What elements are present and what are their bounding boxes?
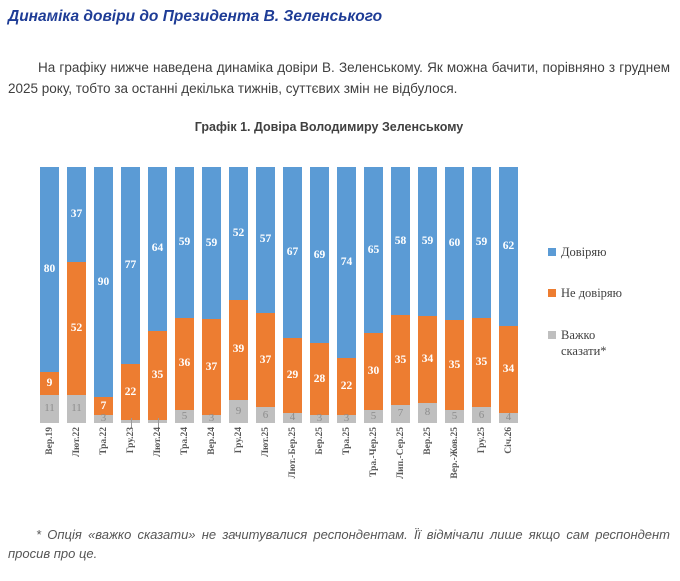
x-axis-label: Лип.-Сер.25 [395, 426, 406, 479]
stacked-bar [418, 167, 437, 423]
x-axis-label-cell [175, 427, 194, 513]
bar-value-label: 30 [367, 365, 380, 378]
bar-value-label: 77 [124, 258, 137, 271]
x-axis-label-cell [445, 427, 464, 513]
page-title: Динаміка довіри до Президента В. Зеленського [8, 8, 383, 25]
bar-value-label: 35 [394, 353, 407, 366]
stacked-bar [175, 167, 194, 423]
bar-value-label: 3 [208, 412, 215, 425]
bar-segment [337, 167, 356, 358]
legend-label: Довіряю [561, 244, 607, 259]
bar-value-label: 3 [343, 412, 350, 425]
bar-segment [418, 403, 437, 423]
bar-column [94, 167, 113, 513]
plot-columns [40, 167, 518, 513]
bar-value-label: 4 [289, 411, 296, 424]
bar-segment [310, 167, 329, 344]
x-axis-label-cell [472, 427, 491, 513]
bar-segment [94, 167, 113, 397]
bar-column [310, 167, 329, 513]
stacked-bar [337, 167, 356, 423]
bar-segment [67, 395, 86, 423]
bar-segment [256, 167, 275, 313]
stacked-bar [94, 167, 113, 423]
x-axis-label: Січ.26 [503, 426, 514, 454]
bar-value-label: 65 [367, 243, 380, 256]
bar-segment [364, 167, 383, 333]
stacked-bar [229, 167, 248, 423]
bar-column [418, 167, 437, 513]
bar-segment [418, 316, 437, 402]
bar-segment [283, 338, 302, 412]
bar-column [445, 167, 464, 513]
x-axis-label-cell [121, 427, 140, 513]
bar-value-label: 22 [124, 385, 137, 398]
bar-value-label: 59 [178, 235, 191, 248]
bar-segment [229, 400, 248, 423]
x-axis-label: Вер.24 [206, 426, 217, 455]
bar-segment [175, 410, 194, 423]
bar-value-label: 35 [151, 368, 164, 381]
x-axis-label-cell [418, 427, 437, 513]
x-axis-label: Лют.22 [71, 426, 82, 457]
bar-segment [310, 412, 329, 425]
bar-segment [445, 320, 464, 410]
bar-value-label: 59 [205, 236, 218, 249]
bar-segment [499, 326, 518, 413]
bar-column [67, 167, 86, 513]
bar-value-label: 9 [46, 376, 53, 389]
x-axis-label-cell [94, 427, 113, 513]
legend-label: Не довіряю [561, 286, 623, 301]
stacked-bar [364, 167, 383, 423]
bar-value-label: 35 [475, 356, 488, 369]
x-axis-label-cell [40, 427, 59, 513]
bar-value-label: 37 [259, 353, 272, 366]
bar-segment [94, 412, 113, 425]
bar-value-label: 90 [97, 275, 110, 288]
bar-segment [310, 343, 329, 415]
bar-segment [445, 410, 464, 423]
bar-segment [229, 167, 248, 300]
bar-segment [148, 167, 167, 331]
bar-segment [229, 300, 248, 400]
bar-value-label: 5 [181, 409, 188, 422]
x-axis-label: Лют.24 [152, 426, 163, 457]
x-axis-label: Вер.19 [44, 426, 55, 455]
bar-segment [364, 333, 383, 410]
legend-item [548, 286, 640, 302]
bar-segment [391, 315, 410, 405]
bar-value-label: 57 [259, 233, 272, 246]
x-axis-label: Тра.-Чер.25 [368, 426, 379, 477]
stacked-bar [391, 167, 410, 423]
x-axis-label: Вер.25 [422, 426, 433, 455]
bar-value-label: 62 [502, 239, 515, 252]
legend-color-swatch [548, 331, 556, 339]
chart [8, 120, 670, 513]
bar-segment [148, 420, 167, 423]
bar-segment [391, 405, 410, 423]
bar-segment [202, 412, 221, 425]
bar-segment [121, 364, 140, 420]
bar-segment [121, 420, 140, 423]
x-axis-label-cell [391, 427, 410, 513]
bar-segment [445, 167, 464, 321]
x-axis-label-cell [229, 427, 248, 513]
stacked-bar [445, 167, 464, 423]
bar-value-label: 5 [451, 409, 458, 422]
x-axis-label-cell [283, 427, 302, 513]
stacked-bar [310, 167, 329, 423]
bar-value-label: 9 [235, 404, 242, 417]
bar-value-label: 59 [421, 235, 434, 248]
bar-value-label: 64 [151, 242, 164, 255]
bar-value-label: 60 [448, 237, 461, 250]
legend [548, 245, 640, 513]
bar-value-label: 28 [313, 372, 326, 385]
bar-value-label: 59 [475, 235, 488, 248]
stacked-bar [499, 167, 518, 423]
stacked-bar [472, 167, 491, 423]
bar-column [364, 167, 383, 513]
bar-segment [175, 318, 194, 410]
x-axis-label-cell [364, 427, 383, 513]
legend-item [548, 245, 640, 261]
bar-segment [121, 167, 140, 364]
x-axis-label-cell [256, 427, 275, 513]
bar-value-label: 11 [71, 402, 82, 415]
bar-value-label: 52 [232, 226, 245, 239]
bar-value-label: 6 [262, 408, 269, 421]
bar-segment [499, 167, 518, 326]
legend-color-swatch [548, 248, 556, 256]
stacked-bar [121, 167, 140, 423]
bar-segment [472, 318, 491, 408]
bar-segment [40, 372, 59, 395]
bar-value-label: 7 [397, 407, 404, 420]
legend-color-swatch [548, 289, 556, 297]
bar-column [229, 167, 248, 513]
bar-value-label: 67 [286, 246, 299, 259]
bar-column [391, 167, 410, 513]
bar-column [283, 167, 302, 513]
x-axis-label-cell [67, 427, 86, 513]
bar-value-label: 39 [232, 343, 245, 356]
bar-value-label: 34 [421, 352, 434, 365]
bar-column [499, 167, 518, 513]
bar-segment [391, 167, 410, 315]
bar-value-label: 52 [70, 321, 83, 334]
bar-value-label: 80 [43, 262, 56, 275]
x-axis-label-cell [310, 427, 329, 513]
bar-segment [283, 413, 302, 423]
bar-value-label: 11 [44, 402, 55, 415]
bar-segment [67, 262, 86, 395]
bar-segment [202, 167, 221, 320]
bar-column [148, 167, 167, 513]
bar-column [175, 167, 194, 513]
x-axis-label: Лют.-Бер.25 [287, 426, 298, 479]
bar-segment [418, 167, 437, 317]
legend-label: Важко сказати* [561, 328, 607, 358]
stacked-bar [67, 167, 86, 423]
bar-column [256, 167, 275, 513]
x-axis-label: Тра.25 [341, 426, 352, 455]
bar-value-label: 35 [448, 358, 461, 371]
bar-value-label: 29 [286, 368, 299, 381]
bar-column [472, 167, 491, 513]
bar-segment [283, 167, 302, 339]
bar-value-label: 37 [70, 207, 83, 220]
bar-value-label: 6 [478, 408, 485, 421]
bar-value-label: 36 [178, 357, 191, 370]
stacked-bar [202, 167, 221, 423]
bar-value-label: 5 [370, 409, 377, 422]
stacked-bar [256, 167, 275, 423]
bar-value-label: 22 [340, 380, 353, 393]
x-axis-label: Гру.23 [125, 426, 136, 454]
bar-segment [175, 167, 194, 318]
bar-segment [40, 167, 59, 372]
bar-column [337, 167, 356, 513]
bar-value-label: 4 [505, 411, 512, 424]
bar-segment [472, 167, 491, 318]
bar-segment [472, 407, 491, 422]
chart-title: Графік 1. Довіра Володимиру Зеленському [194, 119, 464, 134]
bar-value-label: 69 [313, 248, 326, 261]
bar-column [202, 167, 221, 513]
bar-value-label: 7 [100, 399, 107, 412]
bar-value-label: 34 [502, 362, 515, 375]
intro-paragraph: На графіку нижче наведена динаміка довіри В. Зеленському. Як можна бачити, порівняно з груднем 2025 року, тобто за останні декілька тижнів, суттєвих змін не відбулося. [8, 60, 670, 96]
bar-column [121, 167, 140, 513]
x-axis-label: Бер.25 [314, 426, 325, 455]
bar-segment [40, 395, 59, 423]
x-axis-label: Гру.25 [476, 426, 487, 454]
bar-segment [148, 331, 167, 421]
x-axis-label: Вер.-Жов.25 [449, 426, 460, 479]
x-axis-label: Тра.24 [179, 426, 190, 455]
x-axis-label: Тра.22 [98, 426, 109, 455]
stacked-bar [40, 167, 59, 423]
bar-segment [256, 313, 275, 408]
x-axis-label-cell [499, 427, 518, 513]
bar-segment [202, 319, 221, 415]
legend-item [548, 328, 640, 359]
bar-column [40, 167, 59, 513]
bar-segment [499, 413, 518, 423]
stacked-bar [148, 167, 167, 423]
bar-segment [256, 407, 275, 422]
x-axis-label: Лют.25 [260, 426, 271, 457]
x-axis-label-cell [337, 427, 356, 513]
bar-value-label: 58 [394, 234, 407, 247]
x-axis-label-cell [148, 427, 167, 513]
bar-value-label: 3 [100, 412, 107, 425]
bar-segment [67, 167, 86, 262]
bar-value-label: 8 [424, 406, 431, 419]
chart-area [40, 167, 670, 513]
x-axis-label-cell [202, 427, 221, 513]
bar-segment [337, 412, 356, 425]
stacked-bar [283, 167, 302, 423]
bar-value-label: 74 [340, 256, 353, 269]
x-axis-label: Гру.24 [233, 426, 244, 454]
bar-segment [364, 410, 383, 423]
bar-value-label: 3 [316, 412, 323, 425]
bar-value-label: 37 [205, 360, 218, 373]
footnote: * Опція «важко сказати» не зачитувалися респондентам. Її відмічали лише якщо сам респондент просив про це. [8, 526, 670, 562]
bar-segment [337, 358, 356, 415]
